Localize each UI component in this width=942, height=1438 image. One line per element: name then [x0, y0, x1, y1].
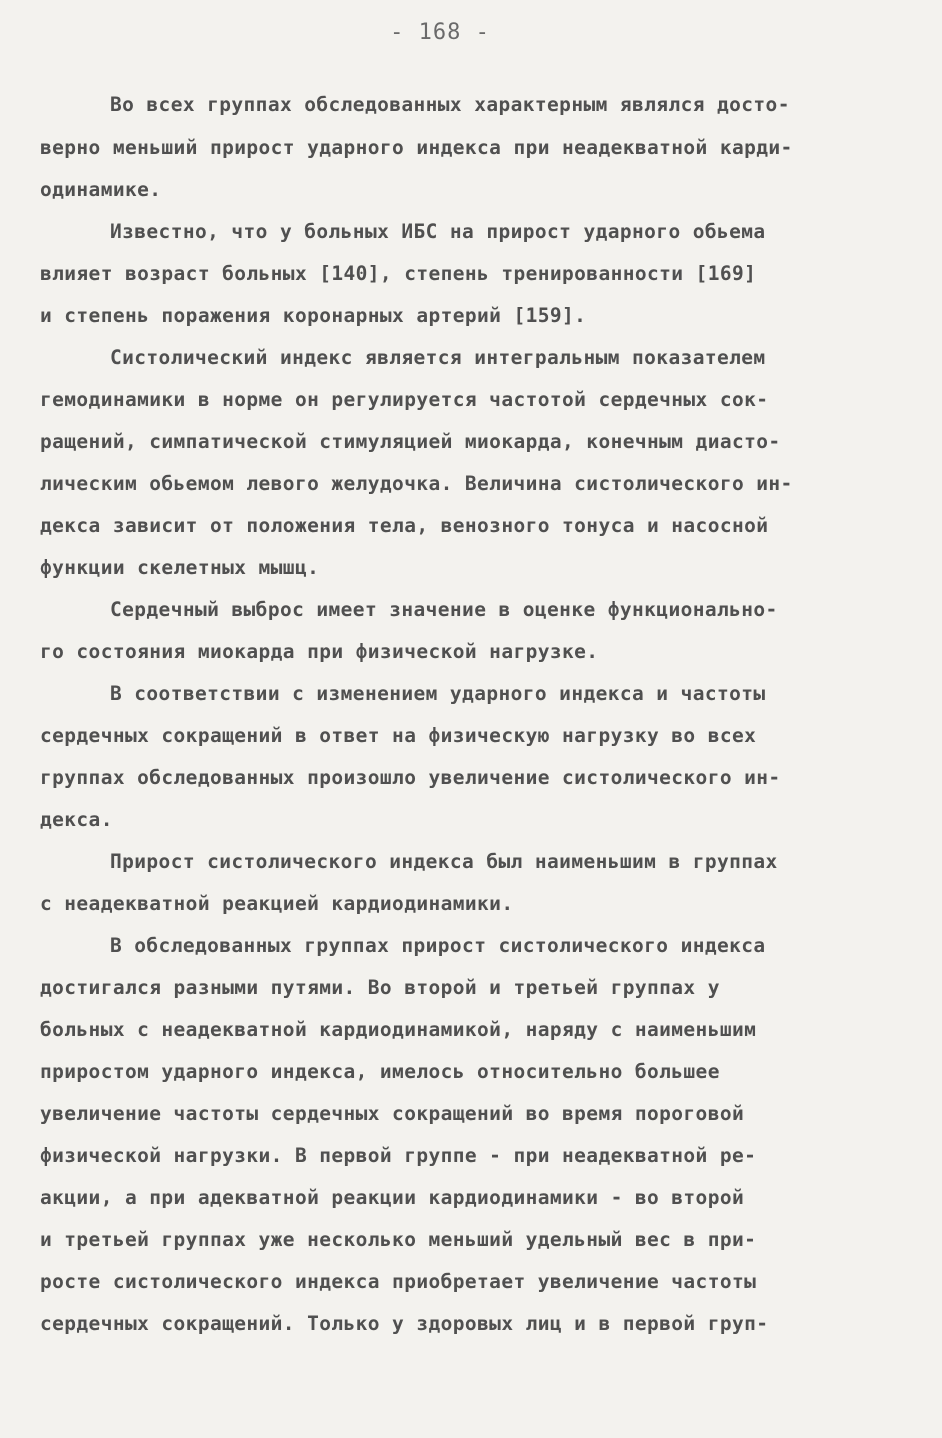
text-line: акции, а при адекватной реакции кардиодинамики - во второй — [40, 1186, 745, 1209]
text-line: гемодинамики в норме он регулируется частотой сердечных сок- — [40, 388, 769, 411]
text-line: и третьей группах уже несколько меньший удельный вес в при- — [40, 1228, 757, 1251]
text-line: росте систолического индекса приобретает увеличение частоты — [40, 1270, 757, 1293]
text-line: декса. — [40, 808, 113, 831]
text-line: В обследованных группах прирост систолического индекса — [110, 934, 766, 957]
text-line: Систолический индекс является интегральным показателем — [110, 346, 766, 369]
text-line: Известно, что у больных ИБС на прирост ударного обьема — [110, 220, 766, 243]
text-line: го состояния миокарда при физической нагрузке. — [40, 640, 599, 663]
text-line: физической нагрузки. В первой группе - при неадекватной ре- — [40, 1144, 757, 1167]
text-line: верно меньший прирост ударного индекса при неадекватной карди- — [40, 136, 793, 159]
text-line: ращений, симпатической стимуляцией миокарда, конечным диасто- — [40, 430, 781, 453]
text-line: с неадекватной реакцией кардиодинамики. — [40, 892, 514, 915]
text-line: Сердечный выброс имеет значение в оценке функционально- — [110, 598, 778, 621]
text-line: сердечных сокращений. Только у здоровых лиц и в первой груп- — [40, 1312, 769, 1335]
text-line: В соответствии с изменением ударного индекса и частоты — [110, 682, 766, 705]
text-line: функции скелетных мышц. — [40, 556, 320, 579]
text-line: и степень поражения коронарных артерий [159]. — [40, 304, 587, 327]
text-line: группах обследованных произошло увеличение систолического ин- — [40, 766, 781, 789]
text-line: увеличение частоты сердечных сокращений во время пороговой — [40, 1102, 745, 1125]
text-line: Прирост систолического индекса был наименьшим в группах — [110, 850, 778, 873]
text-line: достигался разными путями. Во второй и третьей группах у — [40, 976, 720, 999]
text-line: сердечных сокращений в ответ на физическую нагрузку во всех — [40, 724, 757, 747]
page-number: - 168 - — [390, 20, 490, 45]
text-line: приростом ударного индекса, имелось относительно большее — [40, 1060, 720, 1083]
text-line: декса зависит от положения тела, венозного тонуса и насосной — [40, 514, 769, 537]
text-line: больных с неадекватной кардиодинамикой, наряду с наименьшим — [40, 1018, 757, 1041]
text-line: одинамике. — [40, 178, 162, 201]
text-line: лическим обьемом левого желудочка. Величина систолического ин- — [40, 472, 793, 495]
text-line: Во всех группах обследованных характерным являлся досто- — [110, 93, 790, 116]
text-line: влияет возраст больных [140], степень тренированности [169] — [40, 262, 757, 285]
